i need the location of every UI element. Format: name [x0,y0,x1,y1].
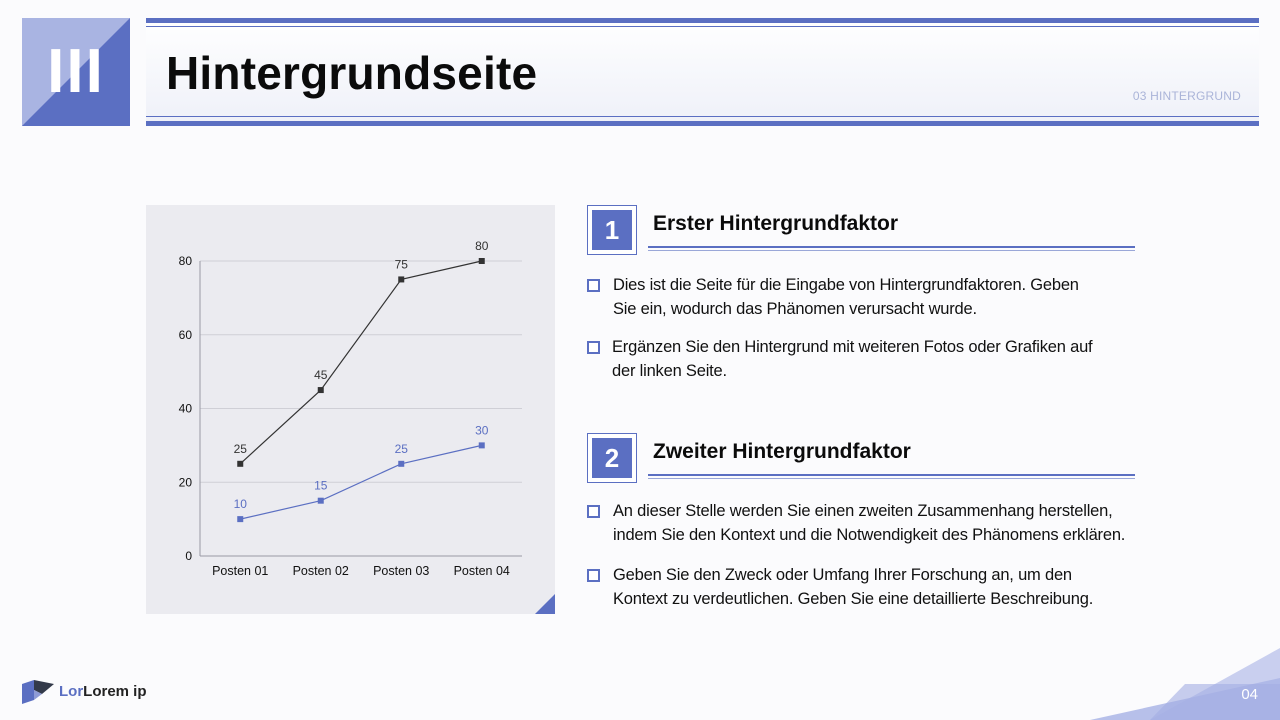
x-tick-label: Posten 03 [373,564,430,578]
data-label: 75 [394,257,408,272]
section-tag: 03 HINTERGRUND [1132,89,1241,103]
data-label: 25 [233,441,247,456]
data-label: 80 [475,239,489,253]
data-label: 25 [394,441,408,456]
corner-decoration [1090,648,1280,720]
factor-2-number-box [587,433,637,483]
factor-1-bullet-2-checkbox-icon [587,341,600,354]
y-tick-label: 40 [178,401,192,416]
data-point [479,442,485,448]
data-label: 10 [233,497,247,512]
logo-wordmark-rest: Lorem ip [83,683,147,700]
title-band-top-rule [146,18,1259,23]
line-chart [146,205,555,614]
factor-2-rule [648,474,1135,479]
data-point [398,276,404,282]
title-band-top-thin-rule [146,26,1259,27]
logo-wordmark [59,683,147,700]
factor-2-bullet-1: An dieser Stelle werden Sie einen zweiten Zusammenhang herstellen, indem Sie den Kontext und die Notwendigkeit des Phänomens erklären. [613,502,1126,544]
y-tick-label: 20 [178,475,192,490]
factor-1-number: 1 [592,210,632,250]
y-tick-label: 60 [178,327,192,342]
page-title: Hintergrundseite [166,47,538,99]
factor-2-number: 2 [592,438,632,478]
factor-1-title: Erster Hintergrundfaktor [653,212,899,235]
series-line [240,261,482,464]
factor-2-bullet-1-checkbox-icon [587,505,600,518]
section-numeral-box [22,18,130,126]
data-label: 15 [314,478,328,493]
data-point [398,461,404,467]
data-point [318,387,324,393]
y-tick-label: 80 [178,254,192,268]
data-point [318,498,324,504]
x-tick-label: Posten 02 [292,564,349,578]
y-tick-label: 0 [185,549,192,563]
data-label: 45 [314,368,328,383]
title-band-bottom-thin-rule [146,116,1259,117]
factor-2-bullet-2: Geben Sie den Zweck oder Umfang Ihrer Forschung an, um den Kontext zu verdeutlichen. Geben Sie eine detaillierte Beschreibung. [613,566,1094,608]
factor-1-bullet-1: Dies ist die Seite für die Eingabe von Hintergrundfaktoren. Geben Sie ein, wodurch das Phänomen verursacht wurde. [613,276,1079,318]
line-chart-panel [146,205,555,614]
factor-1-number-box [587,205,637,255]
data-point [237,461,243,467]
data-point [479,258,485,264]
factor-1-rule [648,246,1135,251]
logo-icon [22,680,54,704]
data-label: 30 [475,423,489,438]
factor-2-bullet-2-checkbox-icon [587,569,600,582]
page-number: 04 [1241,686,1258,703]
x-tick-label: Posten 01 [212,564,269,578]
chart-corner-accent [535,594,555,614]
section-numeral: III [47,37,105,106]
factor-2-title: Zweiter Hintergrundfaktor [653,440,911,463]
factor-1-bullet-2: Ergänzen Sie den Hintergrund mit weiteren Fotos oder Grafiken auf der linken Seite. [612,338,1093,380]
factor-1-bullet-1-checkbox-icon [587,279,600,292]
x-tick-label: Posten 04 [453,564,510,578]
data-point [237,516,243,522]
logo-wordmark-accent: Lor [59,683,84,700]
title-band-bottom-rule [146,121,1259,126]
